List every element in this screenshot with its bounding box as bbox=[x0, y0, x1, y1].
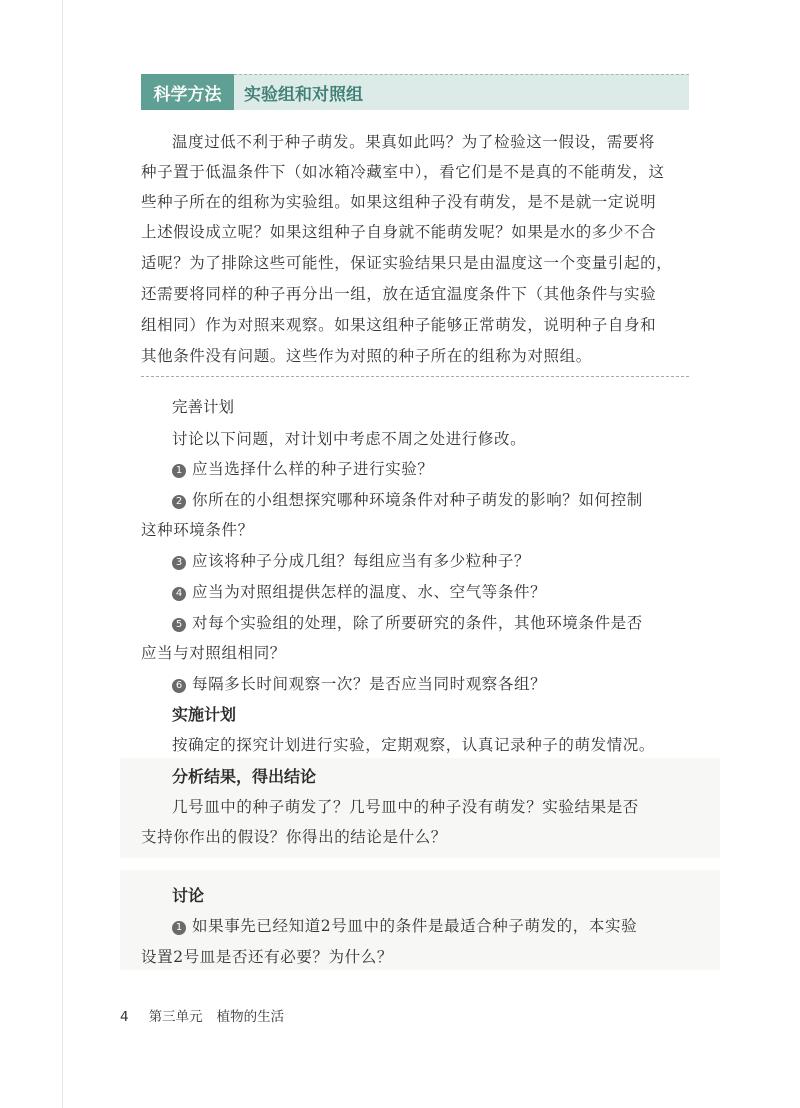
number-badge: 6 bbox=[172, 679, 186, 693]
question-item: 3 应该将种子分成几组？每组应当有多少粒种子？ bbox=[172, 549, 530, 571]
method-line: 组相同）作为对照来观察。如果这组种子能够正常萌发，说明种子自身和 bbox=[141, 316, 657, 334]
number-badge: 3 bbox=[172, 556, 186, 570]
question-item: 5 对每个实验组的处理，除了所要研究的条件，其他环境条件是否 bbox=[172, 611, 643, 633]
question-item-continued: 设置2号皿是否还有必要？为什么？ bbox=[141, 948, 393, 966]
question-item: 1 如果事先已经知道2号皿中的条件是最适合种子萌发的，本实验 bbox=[172, 914, 637, 936]
method-line: 种子置于低温条件下（如冰箱冷藏室中），看它们是不是真的不能萌发，这 bbox=[141, 163, 665, 181]
analysis-text: 几号皿中的种子萌发了？几号皿中的种子没有萌发？实验结果是否 bbox=[172, 798, 639, 816]
improve-plan-intro: 讨论以下问题，对计划中考虑不周之处进行修改。 bbox=[172, 430, 527, 448]
method-line: 还需要将同样的种子再分出一组，放在适宜温度条件下（其他条件与实验 bbox=[141, 285, 657, 303]
method-line: 适呢？为了排除这些可能性，保证实验结果只是由温度这一个变量引起的， bbox=[141, 254, 673, 272]
number-badge: 4 bbox=[172, 587, 186, 601]
method-line: 些种子所在的组称为实验组。如果这组种子没有萌发，是不是就一定说明 bbox=[141, 193, 657, 211]
header-tag: 科学方法 bbox=[141, 74, 234, 110]
page-number: 4 bbox=[120, 1009, 129, 1025]
method-line: 温度过低不利于种子萌发。果真如此吗？为了检验这一假设，需要将 bbox=[172, 133, 656, 151]
question-item: 6 每隔多长时间观察一次？是否应当同时观察各组？ bbox=[172, 672, 546, 694]
implement-plan-heading: 实施计划 bbox=[172, 705, 237, 724]
question-item: 4 应当为对照组提供怎样的温度、水、空气等条件？ bbox=[172, 580, 546, 602]
divider bbox=[141, 376, 689, 377]
number-badge: 2 bbox=[172, 495, 186, 509]
question-item-continued: 应当与对照组相同？ bbox=[141, 644, 286, 662]
number-badge: 1 bbox=[172, 464, 186, 478]
implement-plan-text: 按确定的探究计划进行实验，定期观察，认真记录种子的萌发情况。 bbox=[172, 736, 656, 754]
question-item: 2 你所在的小组想探究哪种环境条件对种子萌发的影响？如何控制 bbox=[172, 488, 643, 510]
question-item-continued: 这种环境条件？ bbox=[141, 521, 254, 539]
analysis-text: 支持你作出的假设？你得出的结论是什么？ bbox=[141, 828, 447, 846]
unit-label: 第三单元 bbox=[148, 1009, 203, 1025]
improve-plan-heading: 完善计划 bbox=[172, 398, 235, 416]
method-line: 上述假设成立呢？如果这组种子自身就不能萌发呢？如果是水的多少不合 bbox=[141, 223, 657, 241]
analysis-heading: 分析结果，得出结论 bbox=[172, 767, 317, 786]
question-item: 1 应当选择什么样的种子进行实验？ bbox=[172, 457, 434, 479]
page-edge bbox=[62, 0, 63, 1108]
method-line: 其他条件没有问题。这些作为对照的种子所在的组称为对照组。 bbox=[141, 347, 592, 365]
number-badge: 1 bbox=[172, 921, 186, 935]
number-badge: 5 bbox=[172, 618, 186, 632]
page-footer bbox=[120, 1005, 284, 1025]
section-header bbox=[141, 74, 689, 110]
unit-title: 植物的生活 bbox=[216, 1009, 285, 1025]
header-title: 实验组和对照组 bbox=[234, 74, 689, 110]
discussion-heading: 讨论 bbox=[172, 886, 205, 905]
